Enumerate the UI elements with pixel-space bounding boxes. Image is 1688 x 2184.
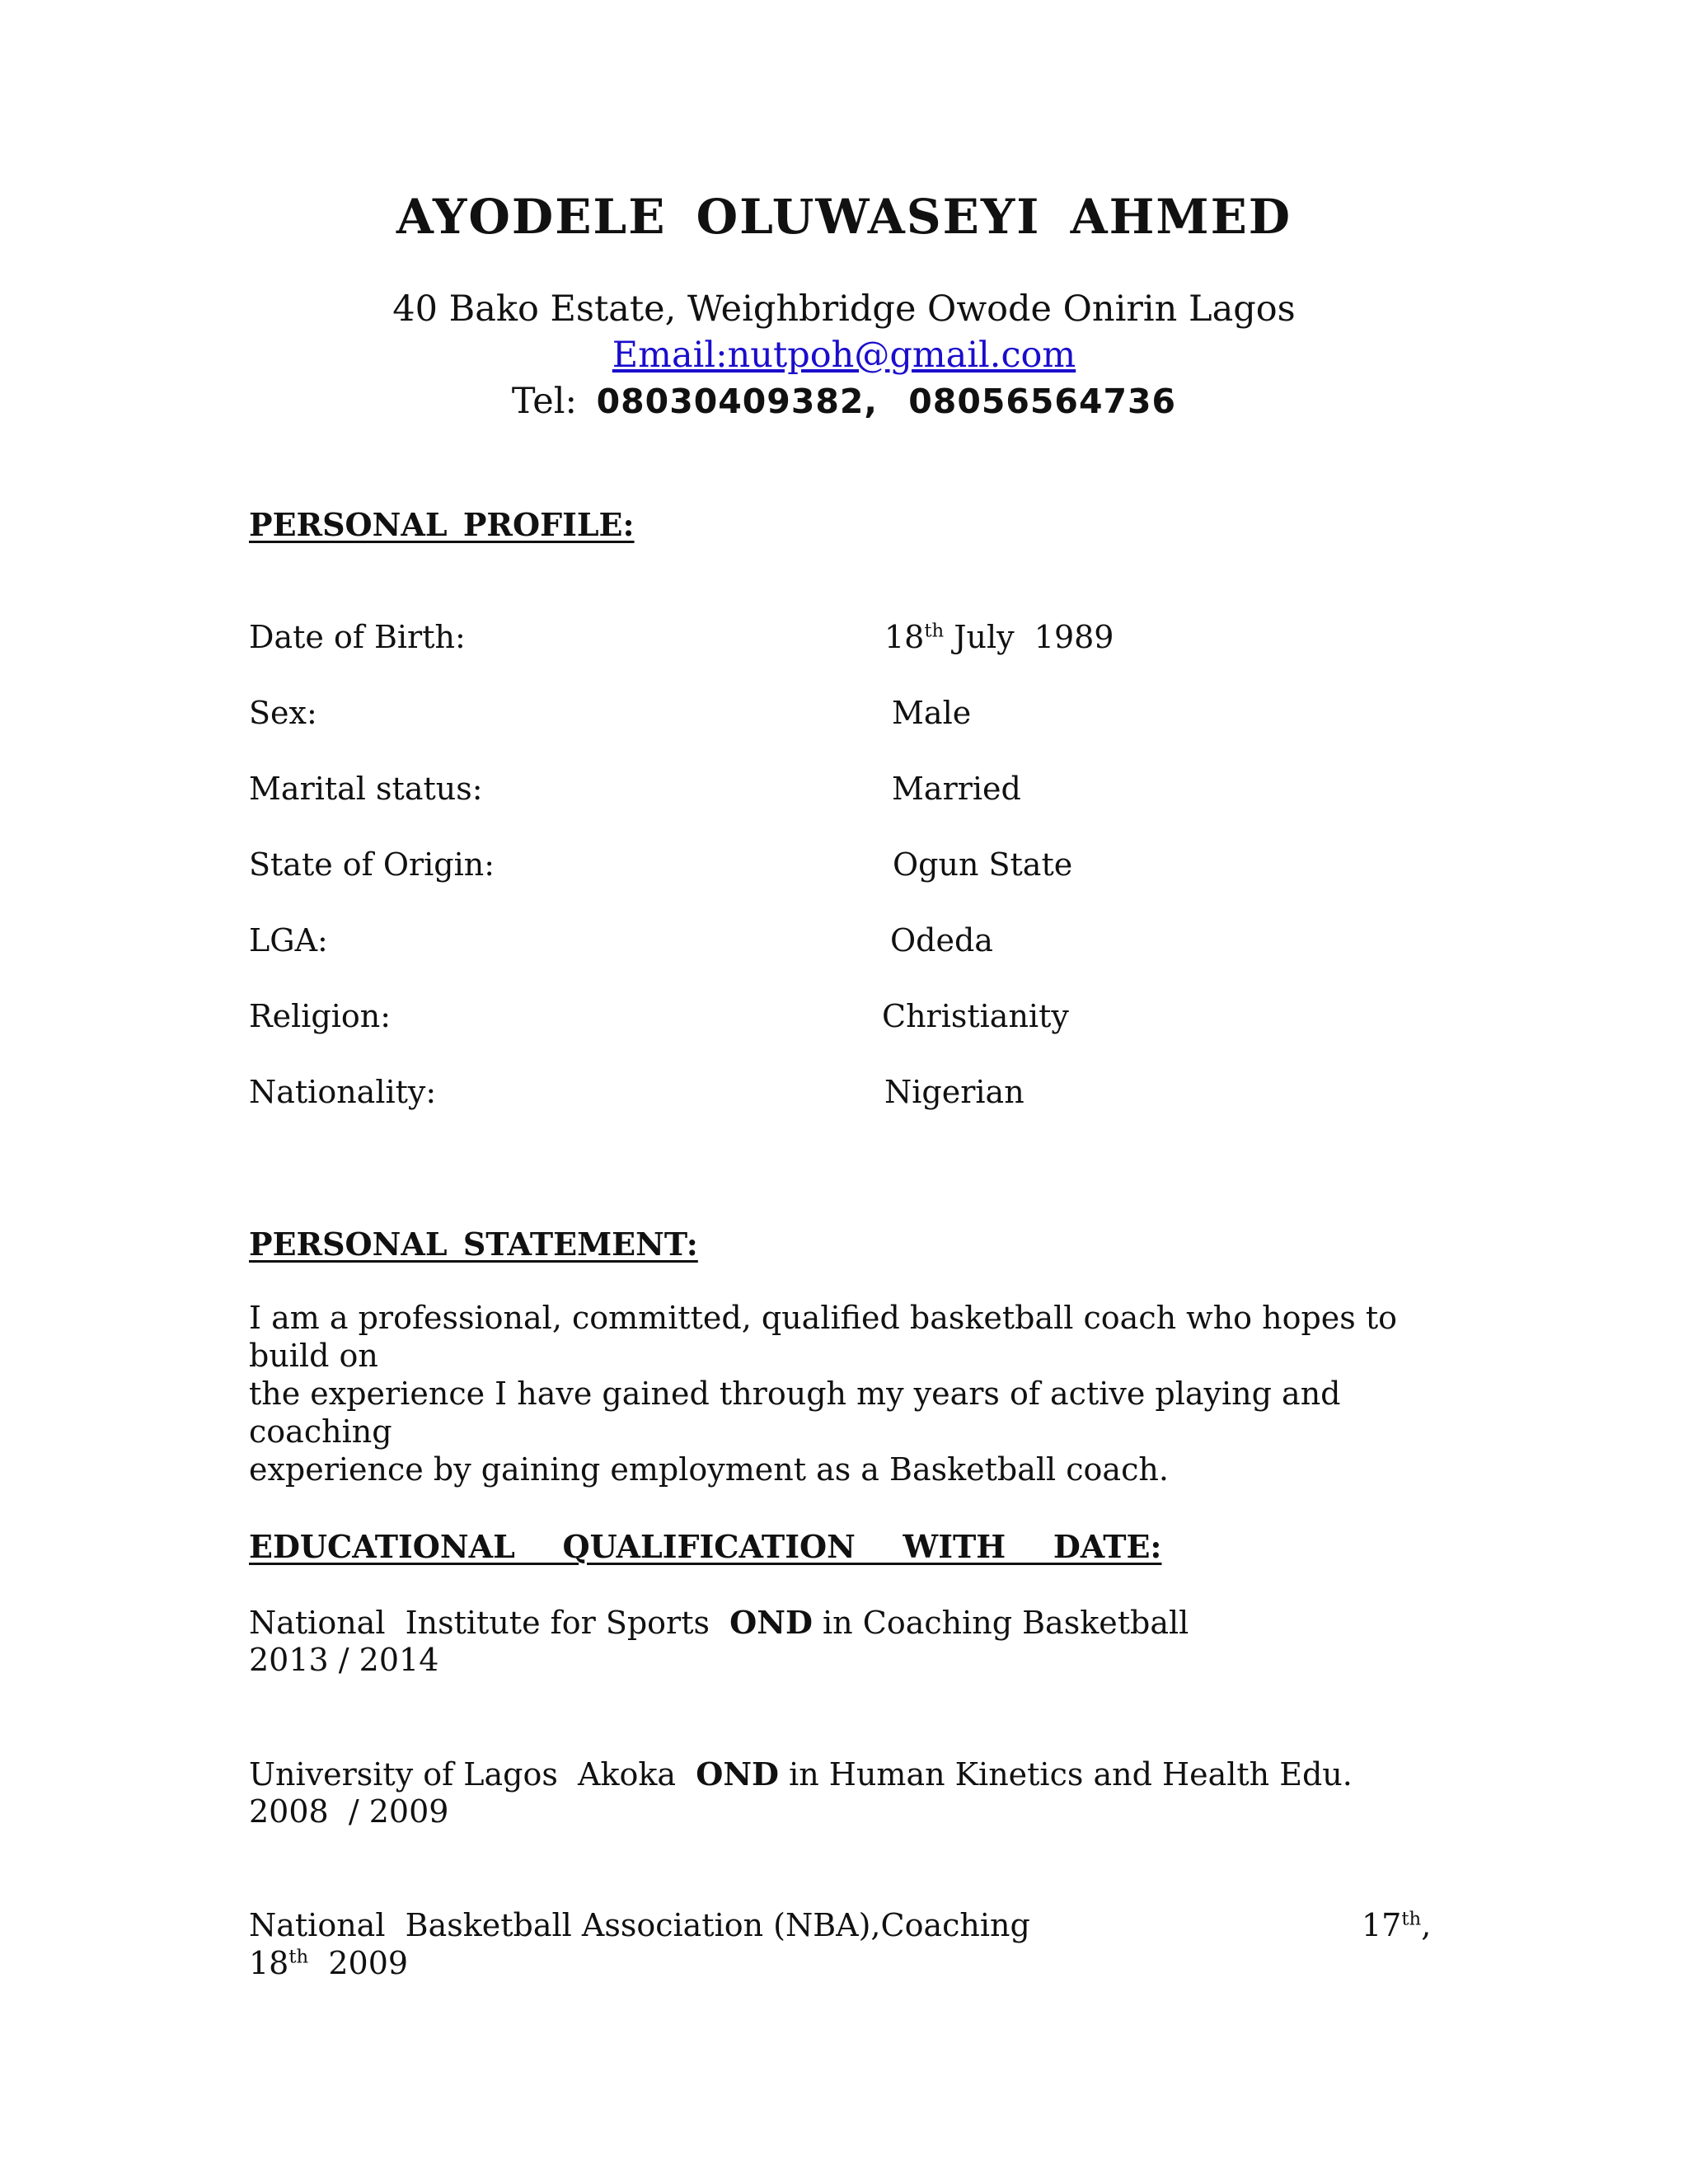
tel-numbers: 08030409382, 08056564736 [596,382,1177,421]
profile-label-marital-status: Marital status: [249,771,483,807]
date-day-suffix: th [288,1946,309,1968]
profile-label-dob: Date of Birth: [249,619,466,655]
profile-value-sex: Male [892,695,972,731]
date-separator: , [1421,1907,1432,1943]
email-link[interactable]: Email:nutpoh@gmail.com [612,335,1076,376]
telephone-line [0,381,1688,424]
statement-line: the experience I have gained through my years of active playing and coaching [249,1376,1341,1450]
education-qualification: OND [696,1755,780,1793]
profile-value-religion: Christianity [882,998,1069,1034]
profile-label-sex: Sex: [249,695,317,731]
email-line [0,335,1688,377]
personal-profile-heading: PERSONAL PROFILE: [249,506,635,543]
dob-day-suffix: th [924,620,945,642]
education-entry-1 [249,1604,1189,1643]
profile-label-state-of-origin: State of Origin: [249,846,495,883]
education-course: in Coaching Basketball [812,1605,1189,1641]
education-date-3 [249,1945,408,1983]
profile-value-marital-status: Married [892,771,1021,807]
date-day-suffix: th [1401,1908,1422,1930]
dob-day: 18 [884,619,925,655]
address-line: 40 Bako Estate, Weighbridge Owode Onirin Lagos [392,288,1296,330]
education-institution: University of Lagos Akoka [249,1756,696,1793]
personal-statement-text [249,1299,1452,1488]
statement-line: I am a professional, committed, qualified basketball coach who hopes to build on [249,1300,1398,1374]
education-entry-3: National Basketball Association (NBA),Coaching [249,1907,1030,1943]
education-institution: National Institute for Sports [249,1605,730,1641]
education-qualification: OND [729,1604,813,1641]
tel-label: Tel: [511,381,577,422]
profile-value-nationality: Nigerian [884,1074,1025,1110]
education-date-1: 2013 / 2014 [249,1642,439,1678]
education-entry-2 [249,1755,1353,1794]
personal-statement-heading: PERSONAL STATEMENT: [249,1226,698,1263]
education-heading: EDUCATIONAL QUALIFICATION WITH DATE: [249,1528,1162,1565]
date-day: 17 [1362,1907,1402,1943]
profile-value-lga: Odeda [890,922,993,958]
education-entry-3-right-date [1362,1907,1431,1945]
profile-label-lga: LGA: [249,922,328,958]
profile-value-state-of-origin: Ogun State [893,846,1073,883]
profile-label-religion: Religion: [249,998,392,1034]
education-course: in Human Kinetics and Health Edu. [779,1756,1353,1793]
education-date-2: 2008 / 2009 [249,1793,449,1830]
date-year: 2009 [308,1945,409,1981]
applicant-name: AYODELE OLUWASEYI AHMED [396,189,1292,245]
profile-label-nationality: Nationality: [249,1074,437,1110]
profile-value-dob [884,619,1114,657]
dob-month-year: July 1989 [944,619,1114,655]
statement-line: experience by gaining employment as a Basketball coach. [249,1451,1169,1488]
date-day: 18 [249,1945,289,1981]
